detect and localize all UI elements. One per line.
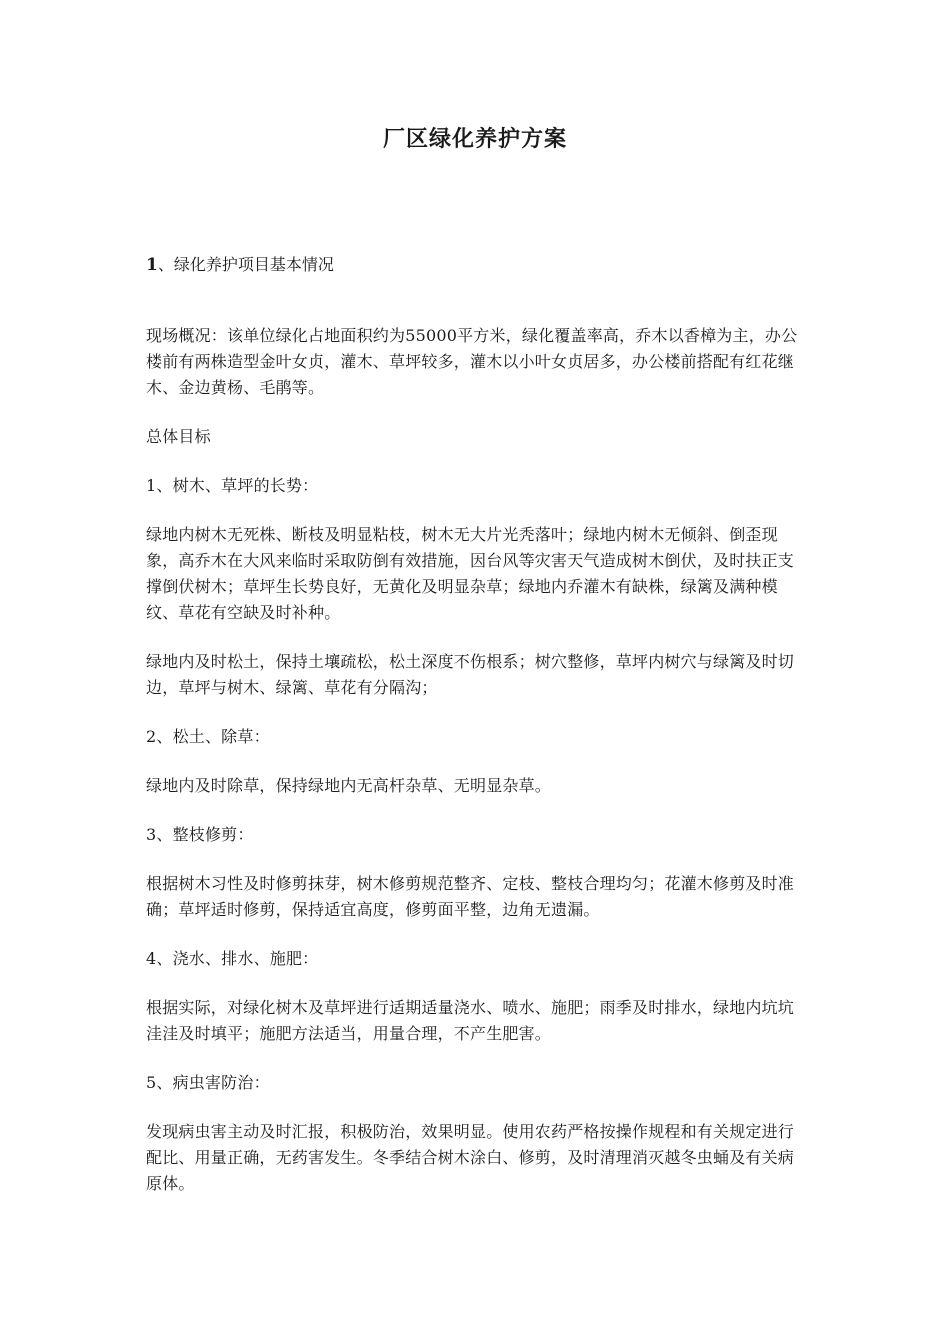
section-title: 、绿化养护项目基本情况 [157, 255, 334, 274]
document-title: 厂区绿化养护方案 [382, 126, 567, 152]
paragraph-weeding: 绿地内及时除草，保持绿地内无高杆杂草、无明显杂草。 [146, 776, 552, 795]
heading-overall-goal: 总体目标 [146, 427, 211, 446]
paragraph-growth-standards: 绿地内树木无死株、断枝及明显粘枝，树木无大片光秃落叶；绿地内树木无倾斜、倒歪现象，高乔木在大风来临时采取防倒有效措施，因台风等灾害天气造成树木倒伏，及时扶正支撑倒伏树木；草坪生长势良好，无黄化及明显杂草；绿地内乔灌木有缺株，绿篱及满种模纹、草花有空缺及时补种。 [146, 525, 795, 622]
subheading-weeding: 2、松土、除草： [146, 727, 270, 746]
subheading-watering: 4、浇水、排水、施肥： [146, 949, 319, 968]
subheading-growth: 1、树木、草坪的长势： [146, 476, 319, 495]
paragraph-pruning: 根据树木习性及时修剪抹芽，树木修剪规范整齐、定枝、整枝合理均匀；花灌木修剪及时准确；草坪适时修剪，保持适宜高度，修剪面平整，边角无遗漏。 [146, 874, 795, 919]
subheading-pest-control: 5、病虫害防治： [146, 1073, 270, 1092]
document-body [146, 323, 810, 1197]
paragraph-site-overview: 现场概况：该单位绿化占地面积约为55000平方米，绿化覆盖率高，乔木以香樟为主，办公楼前有两株造型金叶女贞，灌木、草坪较多，灌木以小叶女贞居多，办公楼前搭配有红花继木、金边黄杨、毛鹃等。 [146, 326, 798, 397]
paragraph-pest-control: 发现病虫害主动及时汇报，积极防治，效果明显。使用农药严格按操作规程和有关规定进行配比、用量正确，无药害发生。冬季结合树木涂白、修剪，及时清理消灭越冬虫蛹及有关病原体。 [146, 1122, 795, 1193]
paragraph-watering: 根据实际，对绿化树木及草坪进行适期适量浇水、喷水、施肥；雨季及时排水，绿地内坑坑洼洼及时填平；施肥方法适当，用量合理，不产生肥害。 [146, 998, 795, 1043]
subheading-pruning: 3、整枝修剪： [146, 825, 254, 844]
section-number: 1 [146, 255, 158, 275]
section-heading [146, 252, 334, 275]
paragraph-soil-loosening: 绿地内及时松土，保持土壤疏松，松土深度不伤根系；树穴整修，草坪内树穴与绿篱及时切边，草坪与树木、绿篱、草花有分隔沟； [146, 652, 795, 697]
